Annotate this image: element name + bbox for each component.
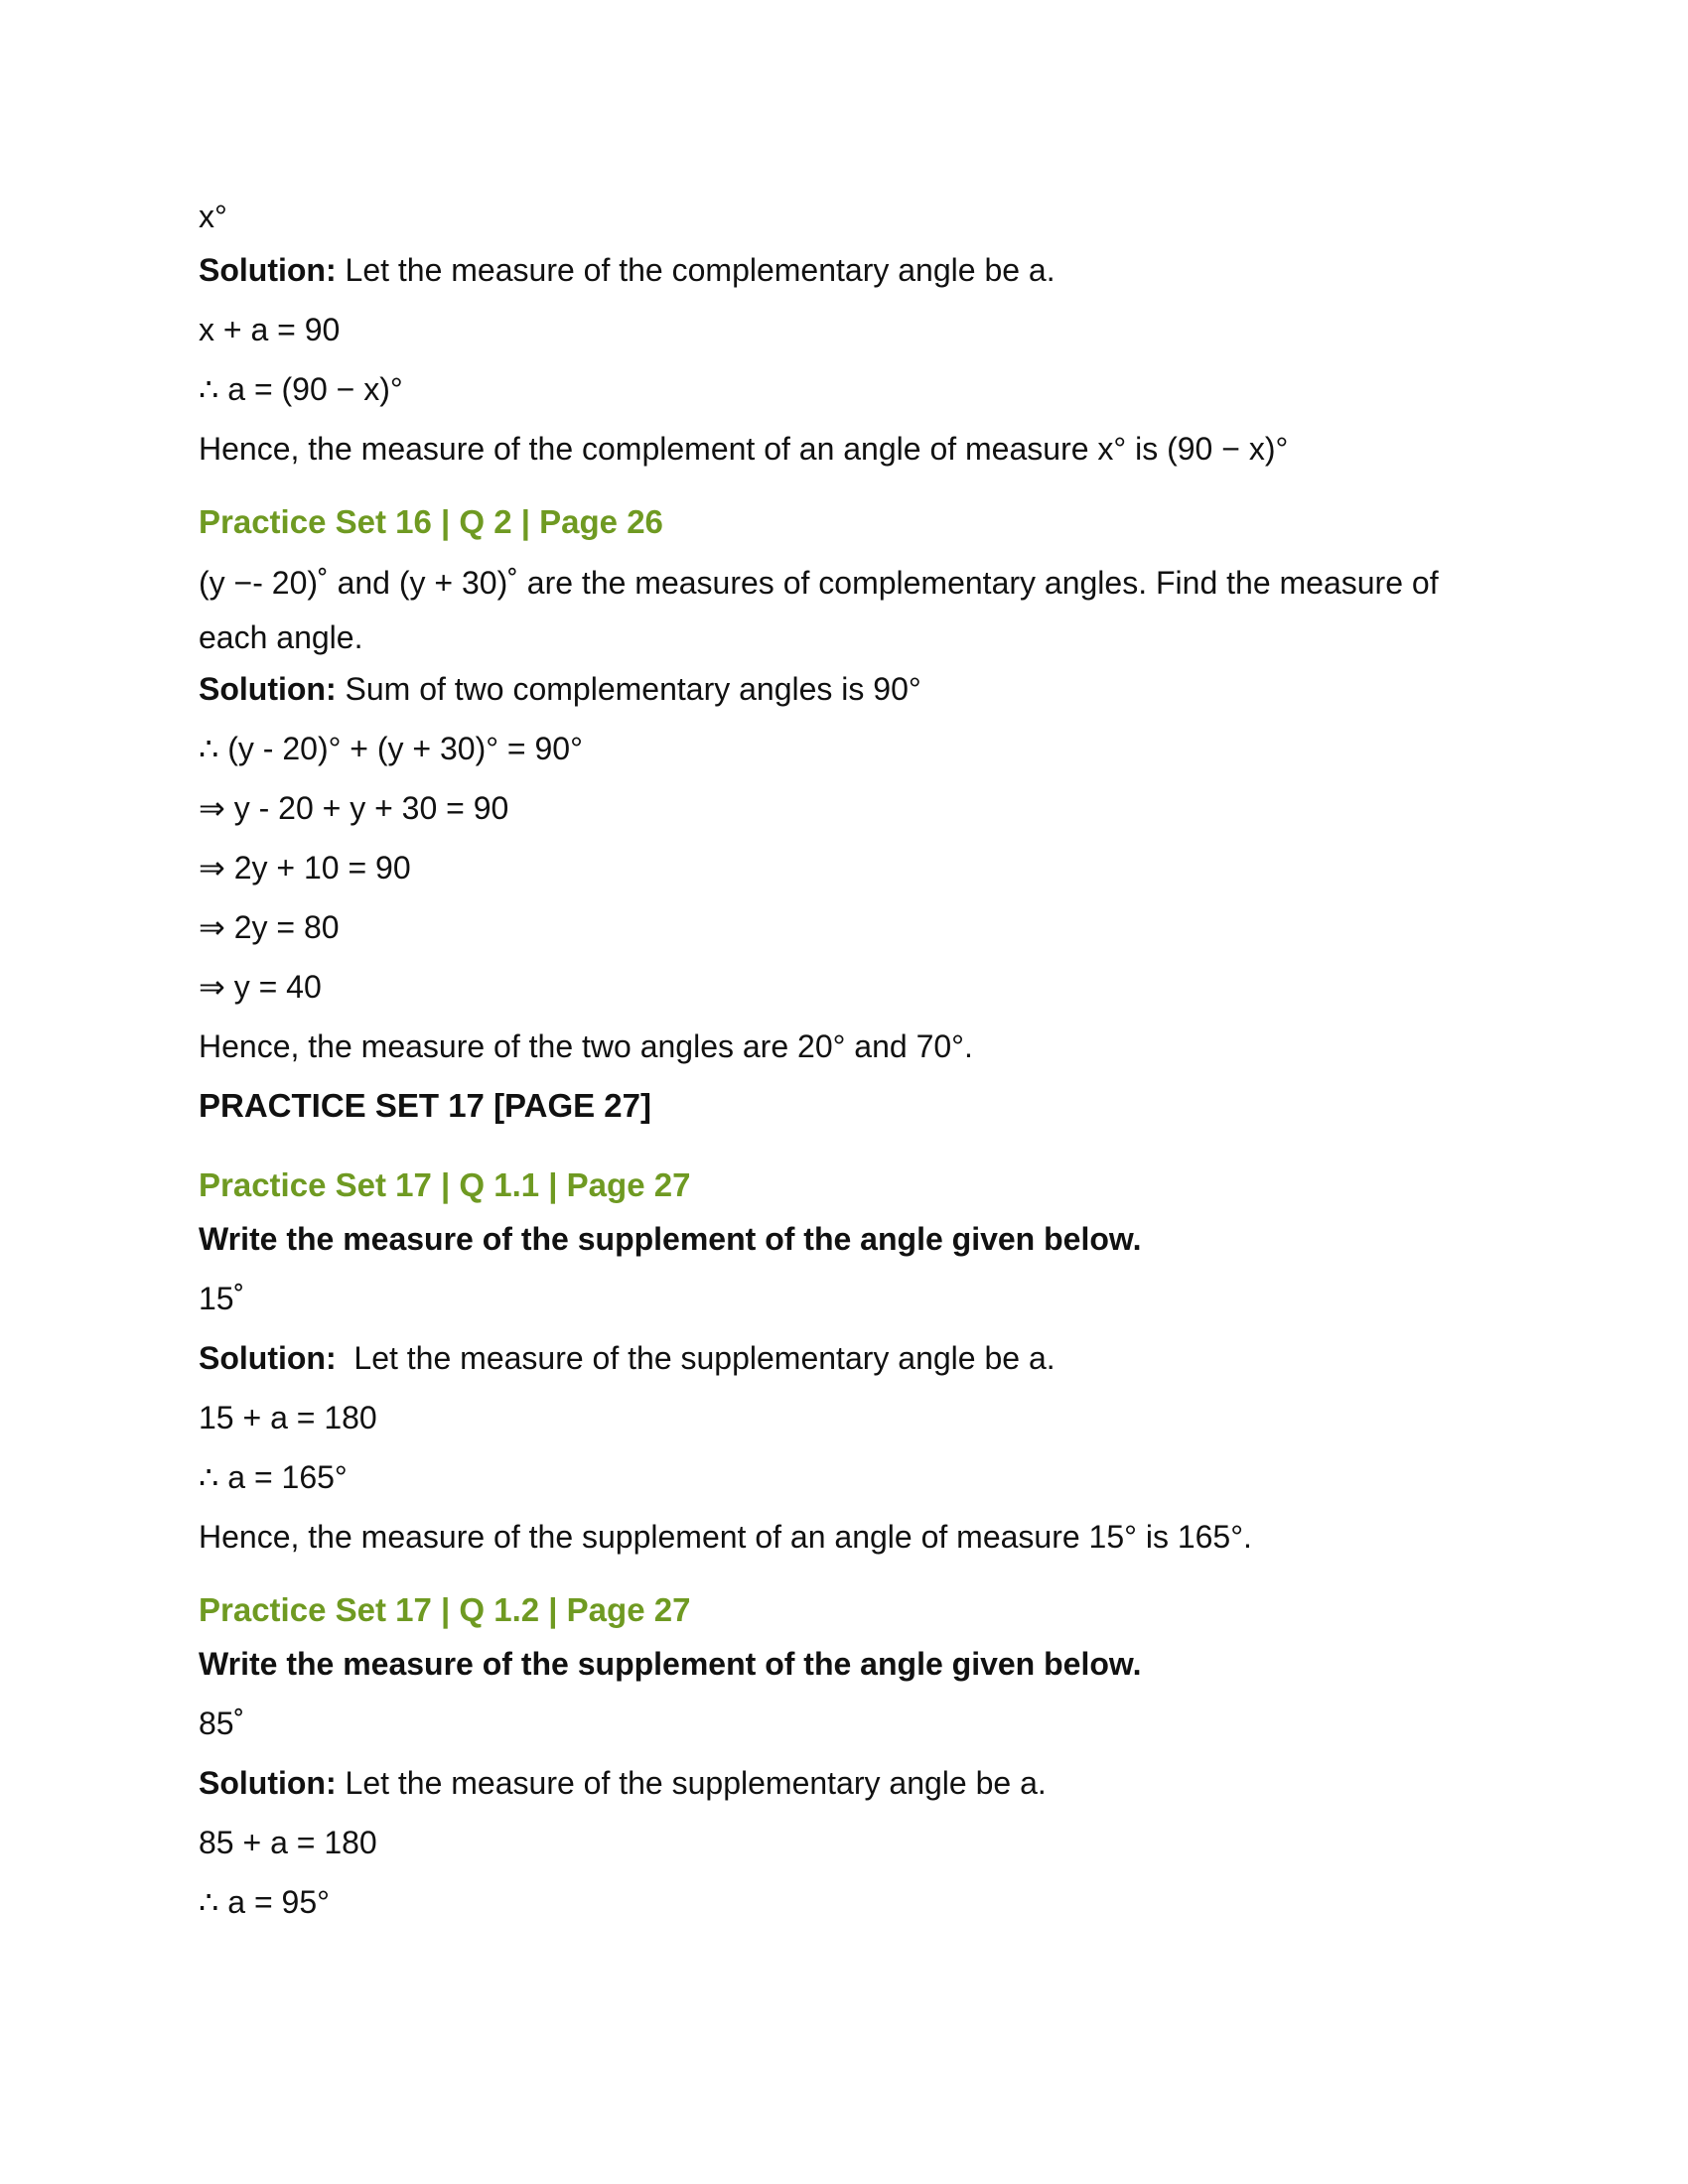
question-prompt: 85˚ <box>199 1706 245 1741</box>
solution-line <box>199 669 1509 709</box>
solution-step: ⇒ 2y = 80 <box>199 909 340 945</box>
question-prompt: x° <box>199 199 227 234</box>
solution-text: Let the measure of the complementary angle be a. <box>336 252 1055 288</box>
solution-line <box>199 1338 1509 1378</box>
question-text: (y −- 20)˚ and (y + 30)˚ are the measures of complementary angles. Find the measure of each angle. <box>199 565 1439 655</box>
solution-step: ∴ a = 165° <box>199 1459 348 1495</box>
solution-text: Let the measure of the supplementary angle be a. <box>336 1340 1055 1376</box>
question-heading: Practice Set 16 | Q 2 | Page 26 <box>199 503 663 540</box>
section-title: PRACTICE SET 17 [PAGE 27] <box>199 1087 651 1124</box>
solution-step: ∴ a = 95° <box>199 1884 330 1920</box>
solution-step: ⇒ y - 20 + y + 30 = 90 <box>199 790 509 826</box>
solution-label: Solution: <box>199 1765 337 1801</box>
solution-conclusion: Hence, the measure of the two angles are 20° and 70°. <box>199 1028 973 1064</box>
solution-step: 85 + a = 180 <box>199 1825 377 1860</box>
solution-step: ∴ (y - 20)° + (y + 30)° = 90° <box>199 731 583 766</box>
question-heading: Practice Set 17 | Q 1.2 | Page 27 <box>199 1591 691 1628</box>
solution-label: Solution: <box>199 671 337 707</box>
solution-step: ∴ a = (90 − x)° <box>199 371 403 407</box>
solution-label: Solution: <box>199 252 337 288</box>
solution-label: Solution: <box>199 1340 337 1376</box>
solution-step: 15 + a = 180 <box>199 1400 377 1435</box>
solution-line <box>199 250 1509 290</box>
solution-step: ⇒ y = 40 <box>199 969 322 1005</box>
solution-conclusion: Hence, the measure of the supplement of an angle of measure 15° is 165°. <box>199 1519 1252 1555</box>
solution-text: Let the measure of the supplementary angle be a. <box>336 1765 1047 1801</box>
question-text: Write the measure of the supplement of the angle given below. <box>199 1221 1142 1257</box>
solution-line <box>199 1763 1509 1803</box>
document-page <box>199 197 1509 1942</box>
question-heading: Practice Set 17 | Q 1.1 | Page 27 <box>199 1166 691 1203</box>
question-prompt: 15˚ <box>199 1281 245 1316</box>
solution-step: ⇒ 2y + 10 = 90 <box>199 850 411 886</box>
solution-text: Sum of two complementary angles is 90° <box>336 671 921 707</box>
solution-step: x + a = 90 <box>199 312 341 347</box>
question-text: Write the measure of the supplement of the angle given below. <box>199 1646 1142 1682</box>
solution-conclusion: Hence, the measure of the complement of an angle of measure x° is (90 − x)° <box>199 431 1289 467</box>
